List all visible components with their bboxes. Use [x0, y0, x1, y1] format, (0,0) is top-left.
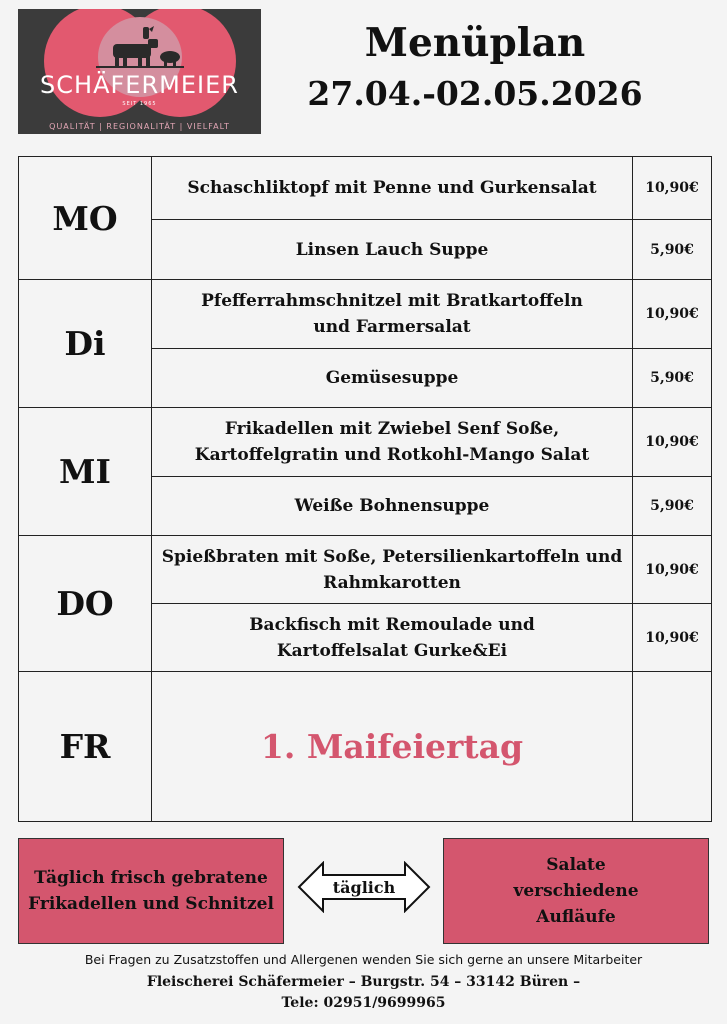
day-friday: FR [19, 672, 152, 822]
daily-salads-box [443, 838, 709, 944]
day-thursday: DO [19, 536, 152, 672]
dish-line: Rahmkarotten [323, 572, 461, 593]
price-cell-empty [633, 672, 712, 822]
dish-cell [152, 280, 633, 349]
table-row [19, 157, 712, 220]
shop-address: Fleischerei Schäfermeier – Burgstr. 54 – 33142 Büren – [146, 974, 581, 990]
daily-right-line: verschiedene [513, 881, 639, 901]
price-cell: 5,90€ [633, 220, 712, 280]
dish-line: Frikadellen mit Zwiebel Senf Soße, [224, 419, 560, 439]
day-wednesday: MI [19, 408, 152, 536]
page-title: Menüplan [364, 20, 586, 66]
dish-line: Backfisch mit Remoulade und [249, 614, 535, 635]
price-cell: 10,90€ [633, 604, 712, 672]
dish-line: Spießbraten mit Soße, Petersilienkartoffeln und [161, 546, 623, 567]
dish-cell [152, 157, 633, 220]
logo-brand-name: SCHÄFERMEIER [40, 71, 239, 99]
dish-line: Kartoffelgratin und Rotkohl-Mango Salat [194, 445, 590, 465]
day-monday: MO [19, 157, 152, 280]
dish-name: Gemüsesuppe [325, 368, 459, 388]
price-cell: 10,90€ [633, 408, 712, 477]
dish-name: Linsen Lauch Suppe [295, 239, 489, 260]
dish-cell [152, 220, 633, 280]
dish-cell [152, 604, 633, 672]
price-cell: 10,90€ [633, 280, 712, 349]
table-row [19, 280, 712, 349]
price-cell: 10,90€ [633, 157, 712, 220]
table-row [19, 672, 712, 822]
dish-name: Schaschliktopf mit Penne und Gurkensalat [187, 178, 597, 198]
daily-left-line: Täglich frisch gebratene [34, 868, 268, 888]
price-cell: 5,90€ [633, 349, 712, 408]
table-row [19, 536, 712, 604]
holiday-note: 1. Maifeiertag [152, 672, 633, 822]
dish-cell [152, 408, 633, 477]
daily-fried-box [18, 838, 284, 944]
dish-line: Pfefferrahmschnitzel mit Bratkartoffeln [201, 291, 583, 311]
dish-cell [152, 477, 633, 536]
dish-cell [152, 536, 633, 604]
price-cell: 5,90€ [633, 477, 712, 536]
daily-right-line: Aufläufe [536, 907, 616, 927]
logo-tagline: QUALITÄT | REGIONALITÄT | VIELFALT [49, 122, 230, 131]
menu-table [18, 156, 712, 822]
table-row [19, 408, 712, 477]
dish-line: und Farmersalat [313, 317, 471, 337]
company-logo [18, 9, 261, 134]
daily-right-line: Salate [546, 855, 606, 875]
allergen-note: Bei Fragen zu Zusatzstoffen und Allergenen wenden Sie sich gerne an unsere Mitarbeiter [84, 952, 643, 967]
dish-name: Weiße Bohnensuppe [294, 496, 490, 516]
dish-cell [152, 349, 633, 408]
dish-line: Kartoffelsalat Gurke&Ei [276, 640, 508, 661]
arrow-label: täglich [332, 878, 396, 897]
date-range: 27.04.-02.05.2026 [307, 74, 643, 113]
daily-left-line: Frikadellen und Schnitzel [28, 894, 274, 914]
price-cell: 10,90€ [633, 536, 712, 604]
logo-since: SEIT 1965 [122, 101, 157, 107]
shop-phone: Tele: 02951/9699965 [281, 995, 446, 1011]
day-tuesday: Di [19, 280, 152, 408]
